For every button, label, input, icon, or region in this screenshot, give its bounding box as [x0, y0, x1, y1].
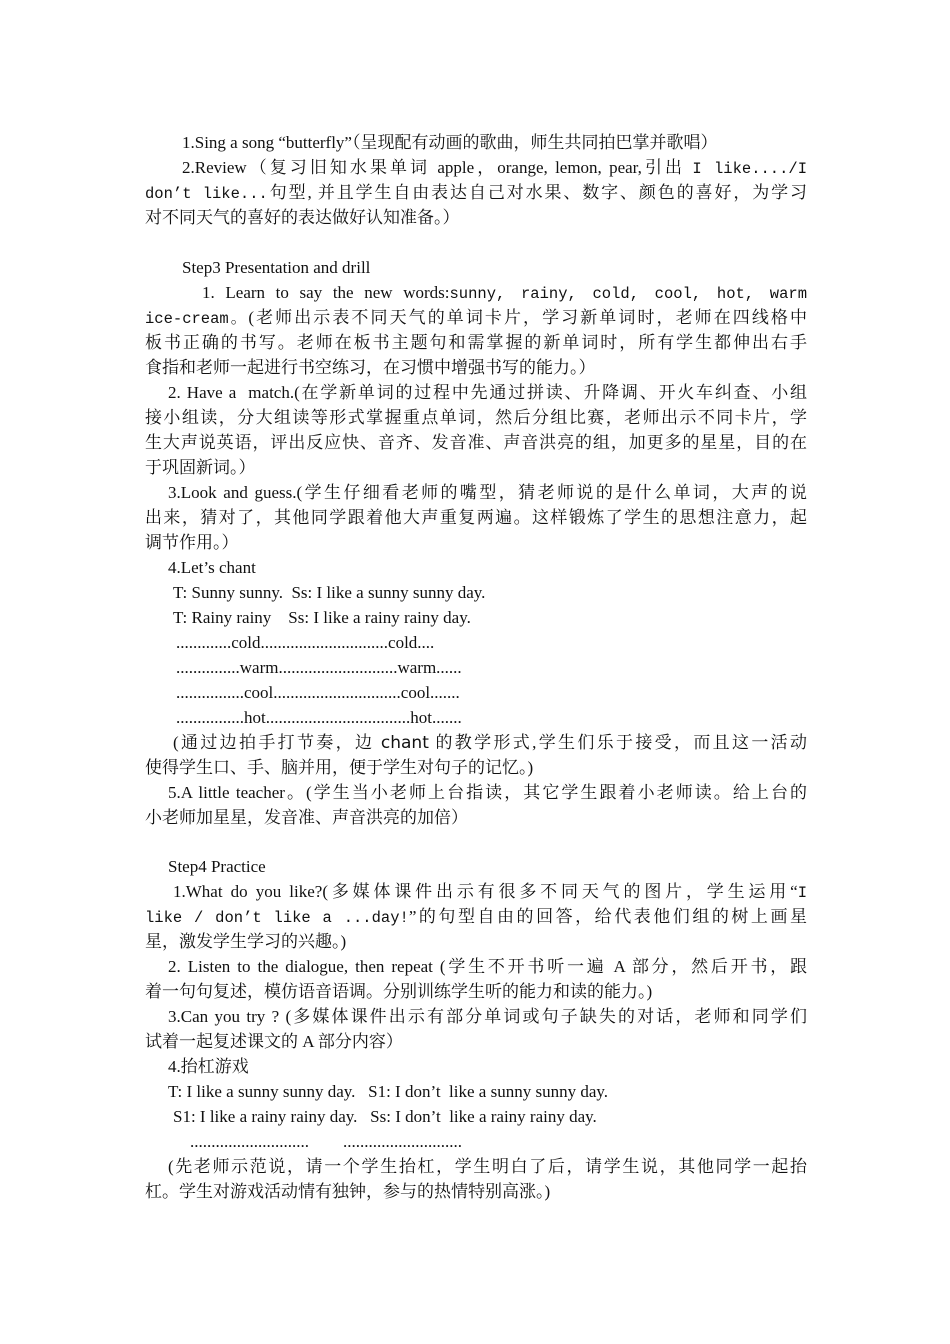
text-line — [145, 531, 239, 555]
text-line — [168, 1055, 249, 1079]
text-line — [145, 331, 807, 355]
text-line — [145, 905, 807, 930]
text-segment: ”的句型自由的回答，给代表他们组的树上画星 — [408, 907, 807, 926]
text-segment: 试着一起复述课文的 A 部分内容） — [145, 1032, 403, 1051]
text-segment: 生大声说英语，评出反应快、音齐、发音准、声音洪亮的组，加更多的星星，目的在 — [145, 433, 807, 452]
text-segment: 4.抬杠游戏 — [168, 1057, 249, 1076]
text-segment: 3.Can you try ? (多媒体课件出示有部分单词或句子缺失的对话，老师和同学们 — [168, 1007, 807, 1026]
text-line — [176, 656, 462, 680]
text-segment: ............................ ............................ — [190, 1132, 462, 1151]
text-segment: don’t like... — [145, 185, 268, 203]
text-segment: 2. Listen to the dialogue, then repeat (学生不开书听一遍 A 部分，然后开书，跟 — [168, 957, 807, 976]
text-line — [182, 131, 717, 155]
text-line — [168, 1155, 807, 1179]
text-line — [145, 406, 807, 430]
text-segment: 2. Have a match.(在学新单词的过程中先通过拼读、升降调、开火车纠查、小组 — [168, 383, 807, 402]
text-line — [168, 1080, 608, 1104]
text-line — [145, 930, 346, 954]
text-segment: .............cold..............................cold.... — [176, 633, 435, 652]
text-line — [173, 606, 471, 630]
text-segment: 1.What do you like?(多媒体课件出示有很多不同天气的图片，学生运用“ — [173, 882, 798, 901]
text-line — [145, 306, 807, 331]
text-line — [145, 506, 807, 530]
text-segment: like / don’t like a ...day! — [145, 909, 409, 927]
text-segment: 着一句句复述，模仿语音语调。分别训练学生听的能力和读的能力。) — [145, 982, 653, 1001]
text-segment: 1.Sing a song “butterfly”（呈现配有动画的歌曲，师生共同拍巴掌并歌唱） — [182, 133, 718, 152]
text-line — [168, 381, 807, 405]
text-segment: 使得学生口、手、脑并用，便于学生对句子的记忆。) — [145, 758, 534, 777]
text-segment: Step4 Practice — [168, 857, 266, 876]
text-line — [168, 855, 266, 879]
text-line — [145, 806, 468, 830]
text-segment: 句型, 并且学生自由表达自己对水果、数字、颜色的喜好，为学习 — [267, 183, 808, 202]
text-segment: S1: I like a rainy rainy day. Ss: I don’t like a rainy rainy day. — [173, 1107, 597, 1126]
text-segment: (老师出示表不同天气的单词卡片，学习新单词时，老师在四线格中 — [248, 308, 807, 327]
text-line — [176, 681, 460, 705]
text-segment: 1. Learn to say the new words: — [202, 283, 450, 302]
text-line — [145, 1030, 403, 1054]
text-line — [182, 156, 807, 181]
text-line — [145, 181, 807, 206]
text-segment: I like..../I — [692, 160, 808, 178]
text-segment: Step3 Presentation and drill — [182, 258, 371, 277]
text-segment: 小老师加星星，发音准、声音洪亮的加倍） — [145, 808, 468, 827]
text-segment: 的教学形式,学生们乐于接受，而且这一活动 — [428, 733, 807, 752]
text-segment: 2.Review（复习旧知水果单词 apple，orange, lemon, pear,引出 — [182, 158, 693, 177]
text-line — [145, 980, 652, 1004]
text-line — [145, 356, 596, 380]
text-segment: 于巩固新词。） — [145, 458, 256, 477]
text-line — [145, 456, 256, 480]
text-segment: T: Rainy rainy Ss: I like a rainy rainy day. — [173, 608, 471, 627]
text-line — [176, 706, 462, 730]
text-segment: 食指和老师一起进行书空练习，在习惯中增强书写的能力。） — [145, 358, 596, 377]
text-segment: sunny, rainy, cold, cool, hot, warm — [449, 285, 807, 303]
text-segment: T: Sunny sunny. Ss: I like a sunny sunny day. — [173, 583, 486, 602]
text-segment: 出来，猜对了，其他同学跟着他大声重复两遍。这样锻炼了学生的思想注意力，起 — [145, 508, 807, 527]
text-segment: chant — [380, 733, 429, 753]
text-segment: (先老师示范说，请一个学生抬杠，学生明白了后，请学生说，其他同学一起抬 — [168, 1157, 807, 1176]
text-segment: 4.Let’s chant — [168, 558, 256, 577]
text-segment: ice-cream。 — [145, 310, 249, 328]
text-line — [182, 256, 370, 280]
text-segment: 星，激发学生学习的兴趣。) — [145, 932, 347, 951]
text-segment: 调节作用。） — [145, 533, 239, 552]
text-line — [145, 431, 807, 455]
text-line — [173, 731, 807, 755]
text-segment: ................cool..............................cool....... — [176, 683, 460, 702]
text-segment: T: I like a sunny sunny day. S1: I don’t like a sunny sunny day. — [168, 1082, 609, 1101]
text-line — [145, 206, 460, 230]
text-segment: ...............warm............................warm...... — [176, 658, 462, 677]
text-segment: I — [797, 884, 807, 902]
text-segment: (通过边拍手打节奏，边 — [173, 733, 381, 752]
text-line — [168, 955, 807, 979]
text-line — [168, 781, 807, 805]
text-line — [168, 556, 256, 580]
text-segment: 杠。学生对游戏活动情有独钟，参与的热情特别高涨。) — [145, 1182, 551, 1201]
text-segment: 接小组读，分大组读等形式掌握重点单词，然后分组比赛，老师出示不同卡片，学 — [145, 408, 807, 427]
text-segment: 3.Look and guess.(学生仔细看老师的嘴型，猜老师说的是什么单词，大声的说 — [168, 483, 807, 502]
text-line — [145, 756, 533, 780]
text-segment: 5.A little teacher。(学生当小老师上台指读，其它学生跟着小老师读。给上台的 — [168, 783, 807, 802]
text-line — [168, 481, 807, 505]
text-line — [168, 1005, 807, 1029]
text-line — [173, 880, 807, 905]
text-line — [173, 1105, 597, 1129]
text-line — [176, 631, 434, 655]
text-segment: 板书正确的书写。老师在板书主题句和需掌握的新单词时，所有学生都伸出右手 — [145, 333, 807, 352]
text-segment: 对不同天气的喜好的表达做好认知准备。） — [145, 208, 460, 227]
text-line — [173, 581, 485, 605]
text-line — [190, 1130, 462, 1154]
text-segment: ................hot..................................hot....... — [176, 708, 462, 727]
text-line — [202, 281, 807, 306]
text-line — [145, 1180, 550, 1204]
